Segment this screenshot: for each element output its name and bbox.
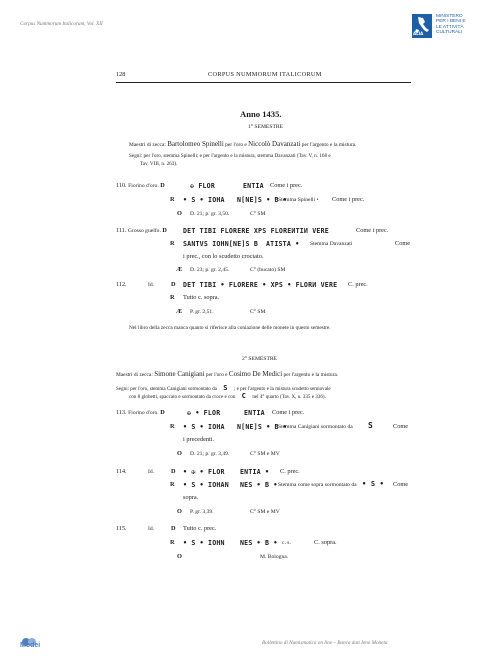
reverse-legend: SANTVS IOHN[NE]S B: [183, 240, 259, 248]
obverse-legend: ENTIA •: [240, 468, 270, 476]
obverse-legend: DET TIBI • FLORERE • XPS • FLORИ VERE: [183, 281, 338, 289]
obverse-symbol: D: [160, 182, 165, 189]
semester-2-title: 2° SEMESTRE: [242, 356, 278, 362]
entry-heading: [116, 227, 167, 234]
reverse-legend: • S • IOHA: [183, 423, 225, 431]
metal-mark: O: [177, 210, 182, 217]
entry-heading: [116, 525, 127, 532]
obverse-symbol: D: [171, 281, 176, 288]
footer-credit: Bollettino di Numismatica on line – Banca dati Ieno Moneta: [262, 640, 388, 646]
masters-mid: per l'oro e: [225, 142, 247, 148]
obverse-legend: • ✠ • FLOR: [183, 468, 225, 476]
footer-logo-text: Modei: [20, 642, 41, 649]
entry-heading: [116, 182, 165, 189]
obverse-symbol: D: [171, 525, 176, 532]
reverse-note: Come: [395, 240, 411, 247]
sem2-masters: [116, 370, 338, 378]
masters-mid: per l'oro e: [205, 372, 228, 378]
reverse-legend: N[NE]S • B •: [237, 196, 288, 204]
denomination: Grosso guelfo.: [127, 228, 161, 234]
reverse-legend: NES • B •: [240, 539, 278, 547]
metal-mark: O: [177, 508, 182, 515]
collection: C° SM e MV: [250, 451, 280, 457]
mint-mark-s: • S •: [362, 480, 385, 488]
master-name: Bartolomeo Spinelli: [167, 140, 224, 148]
denomination: Id.: [148, 469, 155, 475]
signs-text: ; e per l'argento e la mistura scudetto semiovale: [233, 386, 331, 392]
entry-number: 110.: [116, 182, 127, 189]
reverse-note: Come i prec.: [332, 196, 365, 203]
entry-heading: [116, 468, 127, 475]
denomination: Id.: [148, 282, 155, 288]
reverse-legend: N[NE]S • B •: [237, 423, 288, 431]
reverse-symbol: R: [170, 423, 175, 430]
metal-mark: O: [177, 450, 182, 457]
year-title: Anno 1435.: [240, 109, 282, 119]
collection: C° SM: [250, 309, 266, 315]
reverse-note: Stemma Davanzati: [310, 241, 353, 247]
denomination: Fiorino d'oro.: [128, 183, 159, 189]
sem2-signs-cont: [129, 392, 326, 400]
reverse-note: c. s.: [282, 540, 291, 546]
reverse-note: Stemma Spinelli •: [278, 197, 319, 203]
semester-1-title: 1° SEMESTRE: [248, 124, 284, 130]
reverse-note-cont: sopra.: [183, 494, 199, 501]
ministry-line: LE ATTIVITÀ: [436, 24, 464, 30]
measurement: D. 21; p. gr. 3,50.: [190, 211, 230, 217]
reverse-legend: • S • IOHN: [183, 539, 225, 547]
obverse-legend: ✠ FLOR: [190, 182, 216, 190]
reverse-legend: • S • IOHA: [183, 196, 225, 204]
reverse-symbol: R: [170, 240, 175, 247]
reverse-legend: • S • IOHAN: [183, 481, 229, 489]
reverse-legend: ATISTA •: [266, 240, 300, 248]
obverse-legend: ✠ • FLOR: [187, 409, 221, 417]
reverse-note: Tutto c. sopra.: [183, 294, 220, 301]
metal-mark: Æ: [176, 308, 183, 315]
masters-prefix: Maestri di zecca:: [116, 372, 153, 378]
obverse-note: Come i prec.: [270, 182, 303, 189]
obverse-legend: DET TIBI FLORERE XPS FLOREИTIИ VERE: [183, 227, 329, 235]
ministry-name: [436, 14, 466, 36]
denomination: Id.: [148, 526, 155, 532]
denomination: Fiorino d'oro.: [128, 410, 159, 416]
signs-text: nel 4° quarto (Tav. X, n. 335 e 336).: [252, 394, 326, 400]
obverse-note: Come i prec.: [356, 227, 389, 234]
metal-mark: Æ: [176, 266, 183, 273]
reverse-note: C. sopra.: [314, 539, 337, 546]
entry-number: 113.: [116, 409, 127, 416]
collection: M. Bologna.: [260, 554, 289, 560]
ministry-line: MINISTERO: [436, 14, 463, 19]
reverse-symbol: R: [170, 294, 175, 301]
reverse-note-cont: i prec., con lo scudetto crociato.: [183, 253, 264, 260]
sem1-masters: [129, 140, 356, 148]
collection: C° SM: [250, 211, 266, 217]
obverse-note: C. prec.: [348, 281, 368, 288]
master-name: Simone Canigiani: [154, 370, 205, 378]
obverse-note: Come i prec.: [272, 409, 305, 416]
masters-suffix: per l'argento e la mistura.: [301, 142, 357, 148]
mint-mark-s: S: [223, 384, 228, 392]
page-number: 128: [116, 71, 126, 78]
header-rule: [116, 82, 411, 83]
measurement: P. gr. 2,51.: [190, 309, 214, 315]
obverse-note: C. prec.: [280, 468, 300, 475]
entry-number: 111.: [116, 227, 127, 234]
reverse-note: Come: [393, 481, 409, 488]
signs-text: con 8 globetti, spaccato e sormontato da croce e con: [129, 394, 236, 400]
entry-heading: [116, 281, 127, 288]
sem2-signs: [116, 384, 331, 392]
master-name: Cosimo De Medici: [228, 370, 283, 378]
collection: C° (bucato) SM: [250, 267, 286, 273]
metal-mark: O: [177, 553, 182, 560]
entry-number: 115.: [116, 525, 127, 532]
logo-letters: ALIA: [413, 31, 424, 36]
footer-logo: [20, 634, 42, 652]
sem1-signs: Segni: per l'oro, stemma Spinelli; e per l'argento e la mistura, stemma Davanzati (Tav. V, n. 168 e: [129, 153, 331, 159]
obverse-symbol: D: [171, 468, 176, 475]
journal-header: Corpus Nummorum Italicorum, Vol. XII: [20, 21, 103, 27]
signs-text: Segni: per l'oro, stemma Canigiani sormontato da: [116, 386, 217, 392]
masters-prefix: Maestri di zecca:: [129, 142, 166, 148]
mint-mark-c: C: [241, 392, 247, 400]
entry-number: 114.: [116, 468, 127, 475]
reverse-note: Stemma Canigiani sormontato da: [278, 424, 353, 430]
obverse-legend: ENTIA: [244, 409, 265, 417]
reverse-symbol: R: [170, 539, 175, 546]
mint-mark-s: S: [368, 421, 374, 430]
running-head: CORPUS NUMMORUM ITALICORUM: [208, 71, 322, 78]
ministry-line: PER I BENI E: [436, 19, 466, 25]
measurement: P. gr. 3,39.: [190, 509, 214, 515]
obverse-symbol: D: [160, 409, 165, 416]
reverse-note-cont: i precedenti.: [183, 436, 215, 443]
reverse-note: Stemma come sopra sormontato da: [278, 482, 357, 488]
measurement: D. 21; p. gr. 3,49.: [190, 451, 230, 457]
masters-suffix: per l'argento e la mistura.: [283, 372, 339, 378]
collection: C° SM e MV: [250, 509, 280, 515]
sem1-footnote: Nel libro della zecca manca quanto si riferisce alla coniazione delle monete in questo semestre.: [129, 325, 331, 331]
master-name: Niccolò Davanzati: [248, 140, 301, 148]
reverse-symbol: R: [170, 196, 175, 203]
ministry-logo: [412, 14, 432, 38]
obverse-note: Tutto c. prec.: [183, 525, 217, 532]
ministry-line: CULTURALI: [436, 30, 463, 36]
obverse-legend: ENTIA: [243, 182, 264, 190]
reverse-symbol: R: [170, 481, 175, 488]
measurement: D. 23; p. gr. 2,45.: [190, 267, 230, 273]
sem1-signs-cont: Tav. VIII, n. 263).: [140, 161, 178, 167]
reverse-note: Come: [393, 423, 409, 430]
entry-heading: [116, 409, 165, 416]
obverse-symbol: D: [162, 227, 167, 234]
entry-number: 112.: [116, 281, 127, 288]
reverse-legend: NES • B •: [240, 481, 278, 489]
